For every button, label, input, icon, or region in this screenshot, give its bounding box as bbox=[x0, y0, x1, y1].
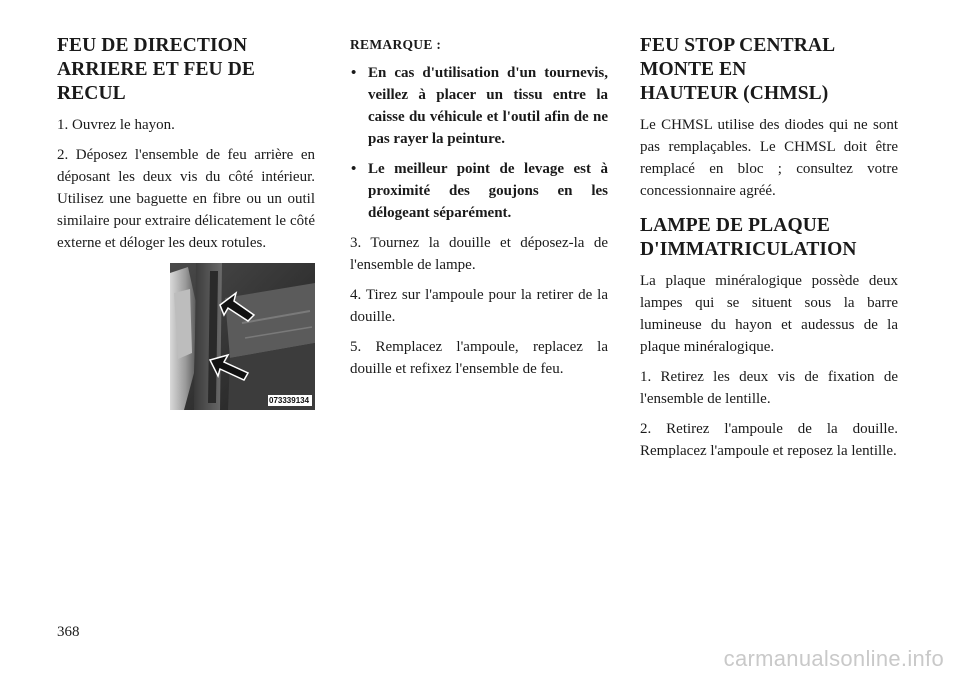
tail-lamp-figure bbox=[170, 263, 315, 410]
tail-lamp-photo-illustration bbox=[170, 263, 315, 410]
step-1-open-liftgate: 1. Ouvrez le hayon. bbox=[57, 117, 175, 133]
right-column bbox=[640, 34, 898, 462]
note-bullet-text: Le meilleur point de levage est à proximité des goujons en les délogeant séparément. bbox=[368, 161, 608, 221]
license-step-1: 1. Retirez les deux vis de fixation de l'ensemble de lentille. bbox=[640, 369, 898, 407]
step-2-remove-lamp-assembly: 2. Déposez l'ensemble de feu arrière en déposant les deux vis du côté intérieur. Utilisez une baguette en fibre ou un outil similaire pour extraire délicatement le côté externe et déloger les deux rotules. bbox=[57, 147, 315, 251]
bullet-icon: • bbox=[351, 161, 357, 177]
note-bullet-list bbox=[350, 62, 608, 224]
section-heading-rear-turn-reverse-lamp: FEU DE DIRECTION ARRIERE ET FEU DE RECUL bbox=[57, 35, 256, 104]
step-3-rotate-socket: 3. Tournez la douille et déposez-la de l'ensemble de lampe. bbox=[350, 235, 608, 273]
note-bullet-lift-point bbox=[350, 158, 608, 224]
note-title: REMARQUE : bbox=[350, 37, 442, 52]
watermark-text: carmanualsonline.info bbox=[723, 646, 944, 671]
page-number: 368 bbox=[57, 624, 80, 640]
license-step-2: 2. Retirez l'ampoule de la douille. Remplacez l'ampoule et reposez la lentille. bbox=[640, 421, 898, 459]
note-bullet-screwdriver bbox=[350, 62, 608, 150]
note-bullet-text: En cas d'utilisation d'un tournevis, veillez à placer un tissu entre la caisse du véhicule et l'outil afin de ne pas rayer la peinture. bbox=[368, 65, 608, 147]
license-lamp-paragraph: La plaque minéralogique possède deux lampes qui se situent sous la barre lumineuse du hayon et audessus de la plaque minéralogique. bbox=[640, 273, 898, 355]
middle-column bbox=[350, 34, 608, 380]
section-heading-license-lamp: LAMPE DE PLAQUE D'IMMATRICULATION bbox=[640, 215, 857, 260]
section-heading-chmsl: FEU STOP CENTRAL MONTE EN HAUTEUR (CHMSL) bbox=[640, 35, 835, 104]
chmsl-paragraph: Le CHMSL utilise des diodes qui ne sont pas remplaçables. Le CHMSL doit être remplacé en bloc ; consultez votre concessionnaire agréé. bbox=[640, 117, 898, 199]
figure-code-label: 073339134 bbox=[269, 396, 310, 405]
step-5-replace-bulb: 5. Remplacez l'ampoule, replacez la douille et refixez l'ensemble de feu. bbox=[350, 339, 608, 377]
bullet-icon: • bbox=[351, 65, 357, 81]
left-column bbox=[57, 34, 315, 254]
step-4-pull-bulb: 4. Tirez sur l'ampoule pour la retirer de la douille. bbox=[350, 287, 608, 325]
